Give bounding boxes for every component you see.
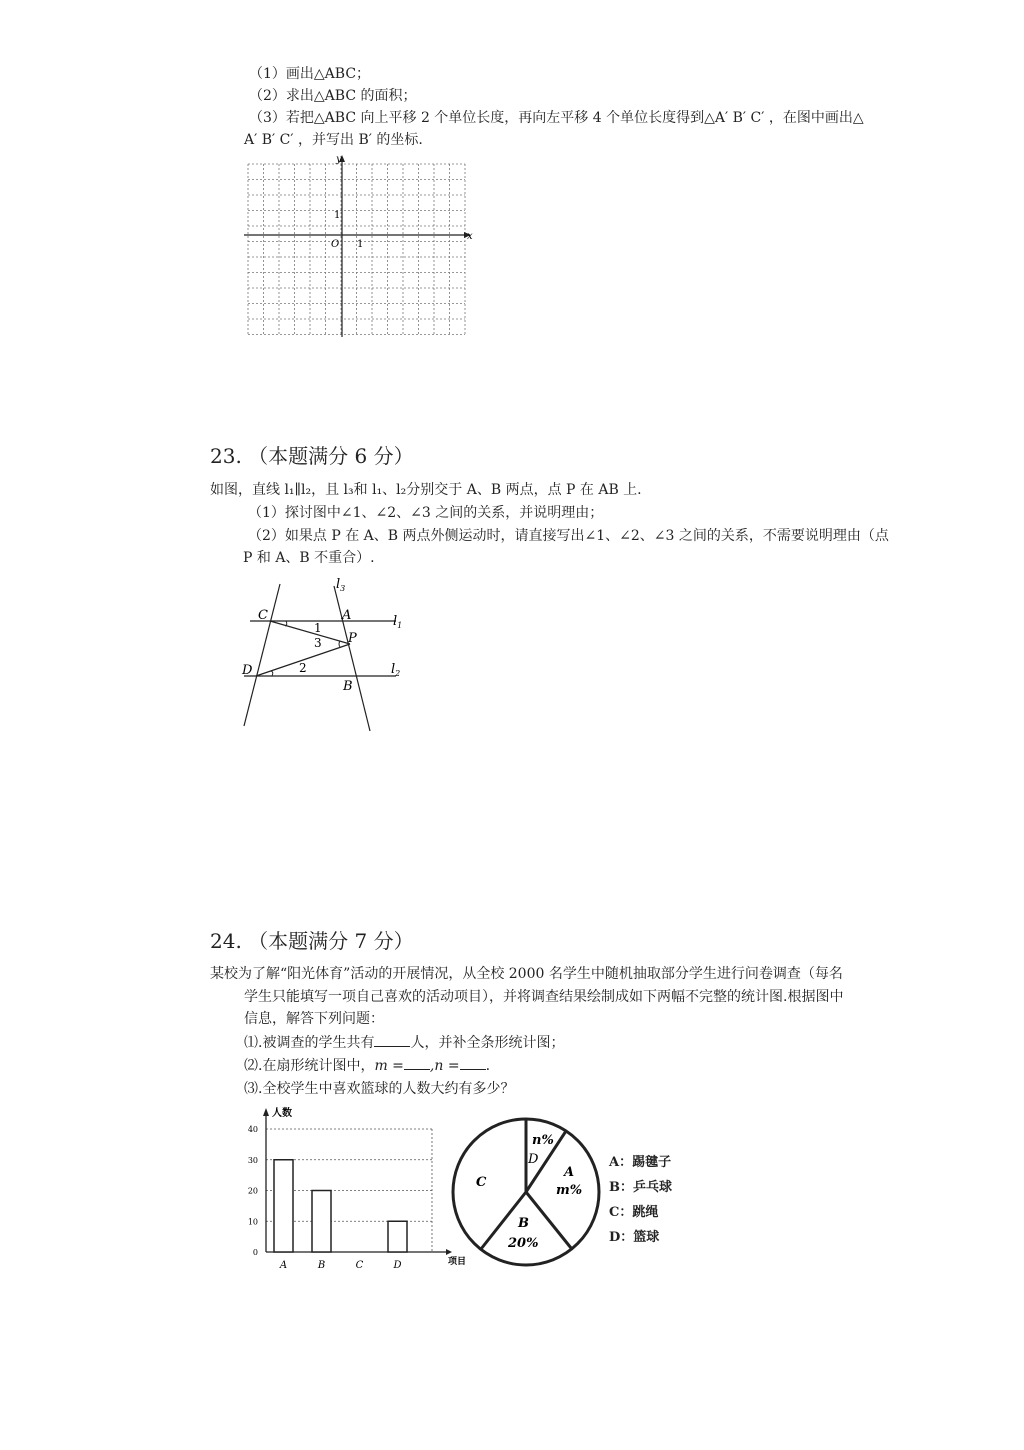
y-tick-label: 1 xyxy=(334,210,341,221)
bar-chart xyxy=(232,1102,467,1272)
q24-intro-line1: 某校为了解“阳光体育”活动的开展情况，从全校 2000 名学生中随机抽取部分学生进行问卷调查（每名 xyxy=(210,966,843,982)
q24-intro-line2: 学生只能填写一项自己喜欢的活动项目），并将调查结果绘制成如下两幅不完整的统计图.根据图中 xyxy=(244,989,844,1005)
segment-CP xyxy=(270,621,350,644)
bar-category-label: B xyxy=(317,1260,326,1271)
legend-item-a: A：踢毽子 xyxy=(609,1155,672,1170)
pie-label-D: D xyxy=(528,1152,539,1167)
pie-label-A: A xyxy=(564,1165,575,1180)
bar-category-label: D xyxy=(393,1260,402,1271)
bar-category-label: A xyxy=(279,1260,288,1271)
bar-y-axis-arrow-icon xyxy=(263,1108,269,1116)
q24-part1: ⑴.被调查的学生共有 人，并补全条形统计图； xyxy=(244,1032,564,1053)
bar-y-tick-label: 30 xyxy=(247,1155,258,1165)
pie-legend xyxy=(609,1150,672,1250)
y-axis-label: y xyxy=(336,154,342,165)
q22-part2: （2）求出△ABC 的面积； xyxy=(249,88,417,104)
label-l1: $l_1$ xyxy=(393,614,403,630)
pie-label-m: m% xyxy=(556,1183,583,1198)
bar-B xyxy=(312,1191,331,1253)
x-tick-label: 1 xyxy=(357,239,364,250)
line-l3 xyxy=(334,586,370,731)
legend-item-c: C：跳绳 xyxy=(609,1205,659,1220)
bar-category-label: C xyxy=(355,1260,364,1271)
q22-coordinate-grid xyxy=(236,152,476,342)
legend-item-d: D：篮球 xyxy=(609,1230,660,1245)
label-angle1: 1 xyxy=(314,621,322,635)
answer-blank-m[interactable] xyxy=(404,1055,430,1070)
angle-2-arc xyxy=(271,671,273,676)
q23-figure xyxy=(236,576,406,736)
bar-y-tick-label: 20 xyxy=(247,1186,258,1196)
angle-3-arc xyxy=(339,641,340,647)
q24-part2: ⑵.在扇形统计图中，m = ,n = . xyxy=(244,1055,490,1076)
pie-label-B: B xyxy=(518,1216,529,1231)
q24-heading: 24. （本题满分 7 分） xyxy=(210,929,414,953)
label-B: B xyxy=(343,679,353,694)
label-angle3: 3 xyxy=(314,636,322,650)
q23-intro: 如图，直线 l₁∥l₂，且 l₃和 l₁、l₂分别交于 A、B 两点，点 P 在 AB 上. xyxy=(210,482,642,498)
label-C: C xyxy=(258,608,268,623)
label-angle2: 2 xyxy=(299,661,307,675)
bar-y-tick-label: 0 xyxy=(252,1248,258,1257)
answer-blank-total[interactable] xyxy=(374,1032,410,1047)
pie-label-B-pct: 20% xyxy=(508,1236,539,1251)
bar-A xyxy=(274,1160,293,1252)
q22-part3-line1: （3）若把△ABC 向上平移 2 个单位长度，再向左平移 4 个单位长度得到△A′ B′ C′ ，在图中画出△ xyxy=(249,110,864,126)
q22-part3-line2: A′ B′ C′ ，并写出 B′ 的坐标. xyxy=(244,132,423,148)
pie-label-n: n% xyxy=(532,1133,554,1148)
bar-D xyxy=(388,1221,407,1252)
origin-label: O xyxy=(331,239,340,250)
label-D: D xyxy=(242,663,253,678)
q24-intro-line3: 信息，解答下列问题： xyxy=(244,1011,384,1027)
q23-heading: 23. （本题满分 6 分） xyxy=(210,444,414,468)
bar-y-tick-label: 40 xyxy=(247,1125,258,1134)
q23-part2-line1: （2）如果点 P 在 A、B 两点外侧运动时，请直接写出∠1、∠2、∠3 之间的关系，不需要说明理由（点 xyxy=(248,528,889,544)
transversal-line xyxy=(244,584,280,726)
label-l3: $l_3$ xyxy=(336,577,346,593)
q23-part1: （1）探讨图中∠1、∠2、∠3 之间的关系，并说明理由； xyxy=(248,505,604,521)
q23-part2-line2: P 和 A、B 不重合）. xyxy=(243,550,375,566)
bar-y-axis-label: 人数 xyxy=(272,1108,292,1119)
pie-label-C: C xyxy=(476,1175,487,1190)
bar-x-axis-label: 项目 xyxy=(448,1257,467,1267)
q24-part3: ⑶.全校学生中喜欢篮球的人数大约有多少？ xyxy=(244,1081,515,1097)
label-P: P xyxy=(348,631,357,646)
x-axis-label: x xyxy=(467,231,473,242)
q22-part1: （1）画出△ABC； xyxy=(249,66,371,82)
legend-item-b: B：乒乓球 xyxy=(609,1180,672,1195)
answer-blank-n[interactable] xyxy=(460,1055,486,1070)
pie-chart xyxy=(446,1114,606,1274)
label-l2: $l_2$ xyxy=(391,662,401,678)
bar-y-tick-label: 10 xyxy=(247,1217,258,1227)
label-A: A xyxy=(342,608,352,623)
